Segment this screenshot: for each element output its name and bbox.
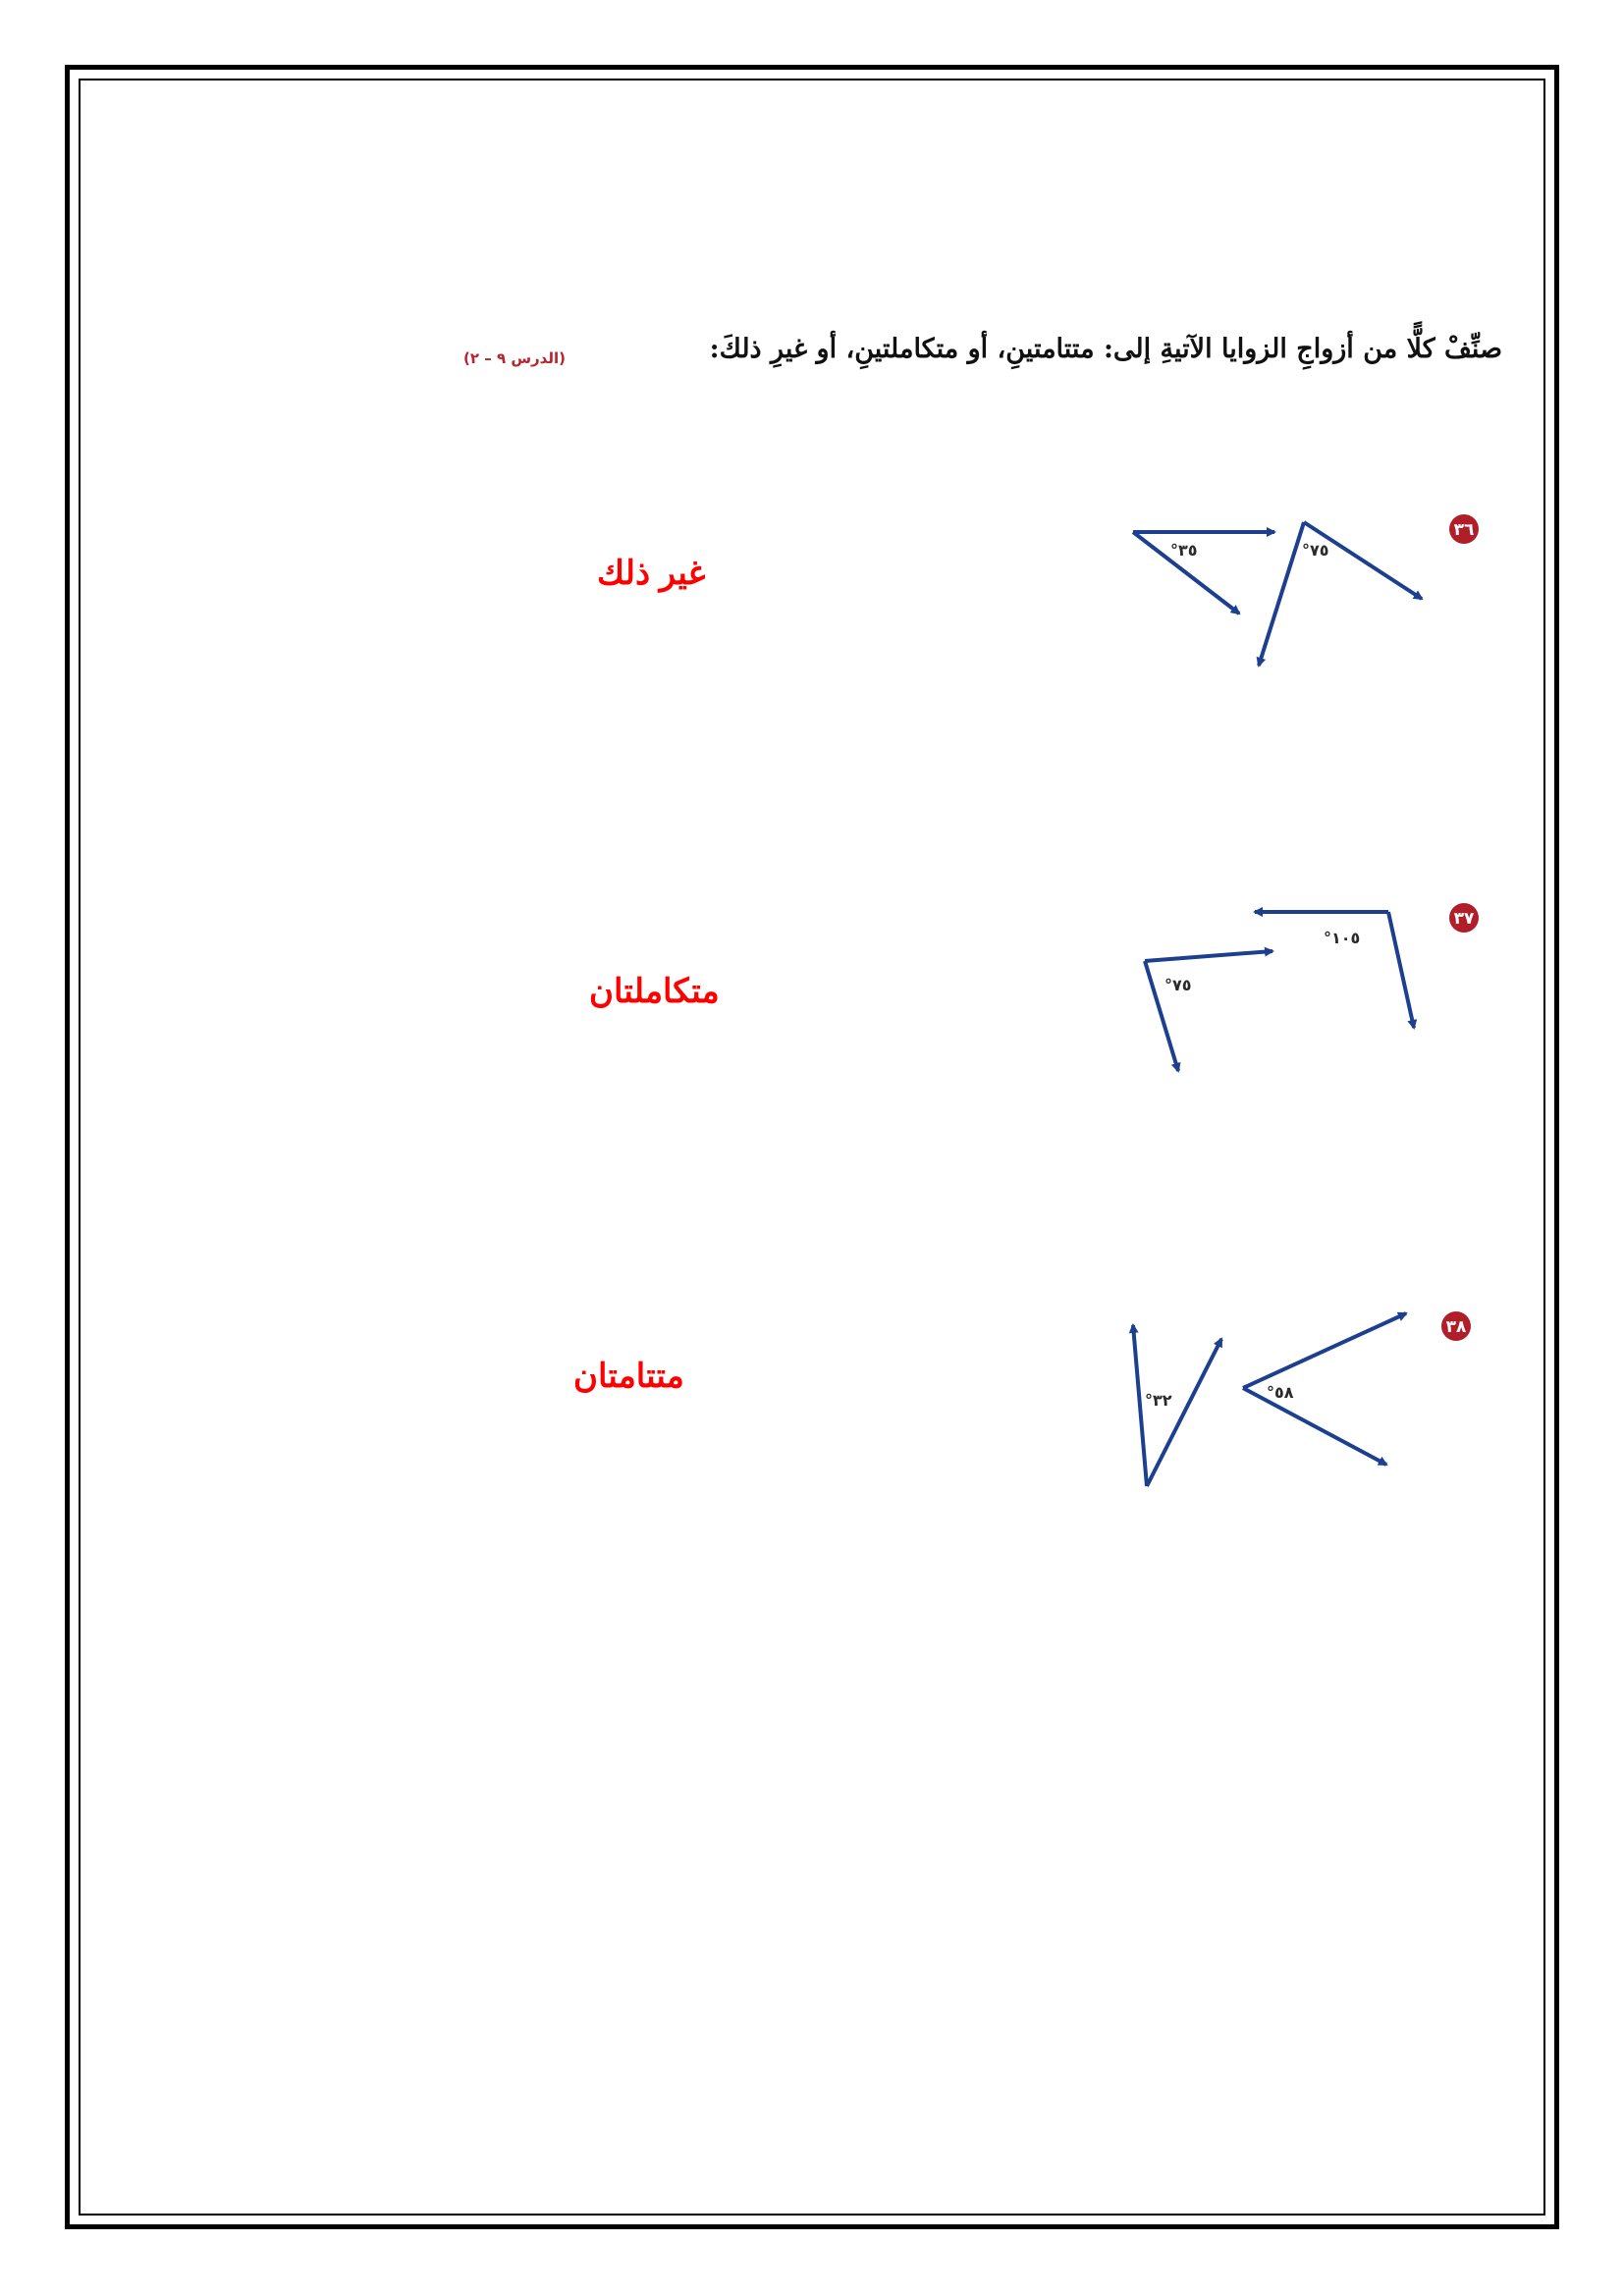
problem-38-figure: [1119, 1306, 1434, 1502]
angle-a-label: °١٠٥: [1324, 929, 1361, 947]
angle-b-rays: [1259, 522, 1422, 666]
problem-36-number: ٣٦: [1453, 520, 1475, 540]
angle-b-label: °٧٥: [1164, 976, 1192, 994]
instruction-text: صنِّفْ كلًّا من أزواجِ الزوايا الآتيةِ إلى: متتامتينِ، أو متكاملتينِ، أو غيرِ ذلكَ:: [709, 334, 1502, 364]
angle-b-rays: [1145, 951, 1272, 1071]
problem-36-answer: غير ذلك: [597, 555, 706, 592]
problem-38-badge: [1439, 1309, 1473, 1343]
problem-37-answer: متكاملتان: [589, 973, 720, 1010]
problem-37-badge: [1447, 901, 1481, 934]
problem-37-figure: [1129, 888, 1443, 1085]
problem-36-badge: [1447, 512, 1481, 546]
angle-b-label: °٧٥: [1302, 541, 1329, 560]
page-border-inner: [79, 79, 1545, 2216]
problem-37-number: ٣٧: [1453, 909, 1475, 929]
angle-b-label: °٣٢: [1145, 1391, 1172, 1410]
angle-a-label: °٣٥: [1170, 541, 1198, 560]
problem-38-answer: متتامتان: [573, 1358, 684, 1395]
angle-a-rays: [1133, 532, 1274, 614]
problem-38-number: ٣٨: [1445, 1317, 1467, 1337]
lesson-reference: (الدرس ٩ – ٢): [463, 349, 566, 367]
angle-a-label: °٥٨: [1267, 1383, 1294, 1402]
problem-36-figure: [1100, 501, 1434, 677]
